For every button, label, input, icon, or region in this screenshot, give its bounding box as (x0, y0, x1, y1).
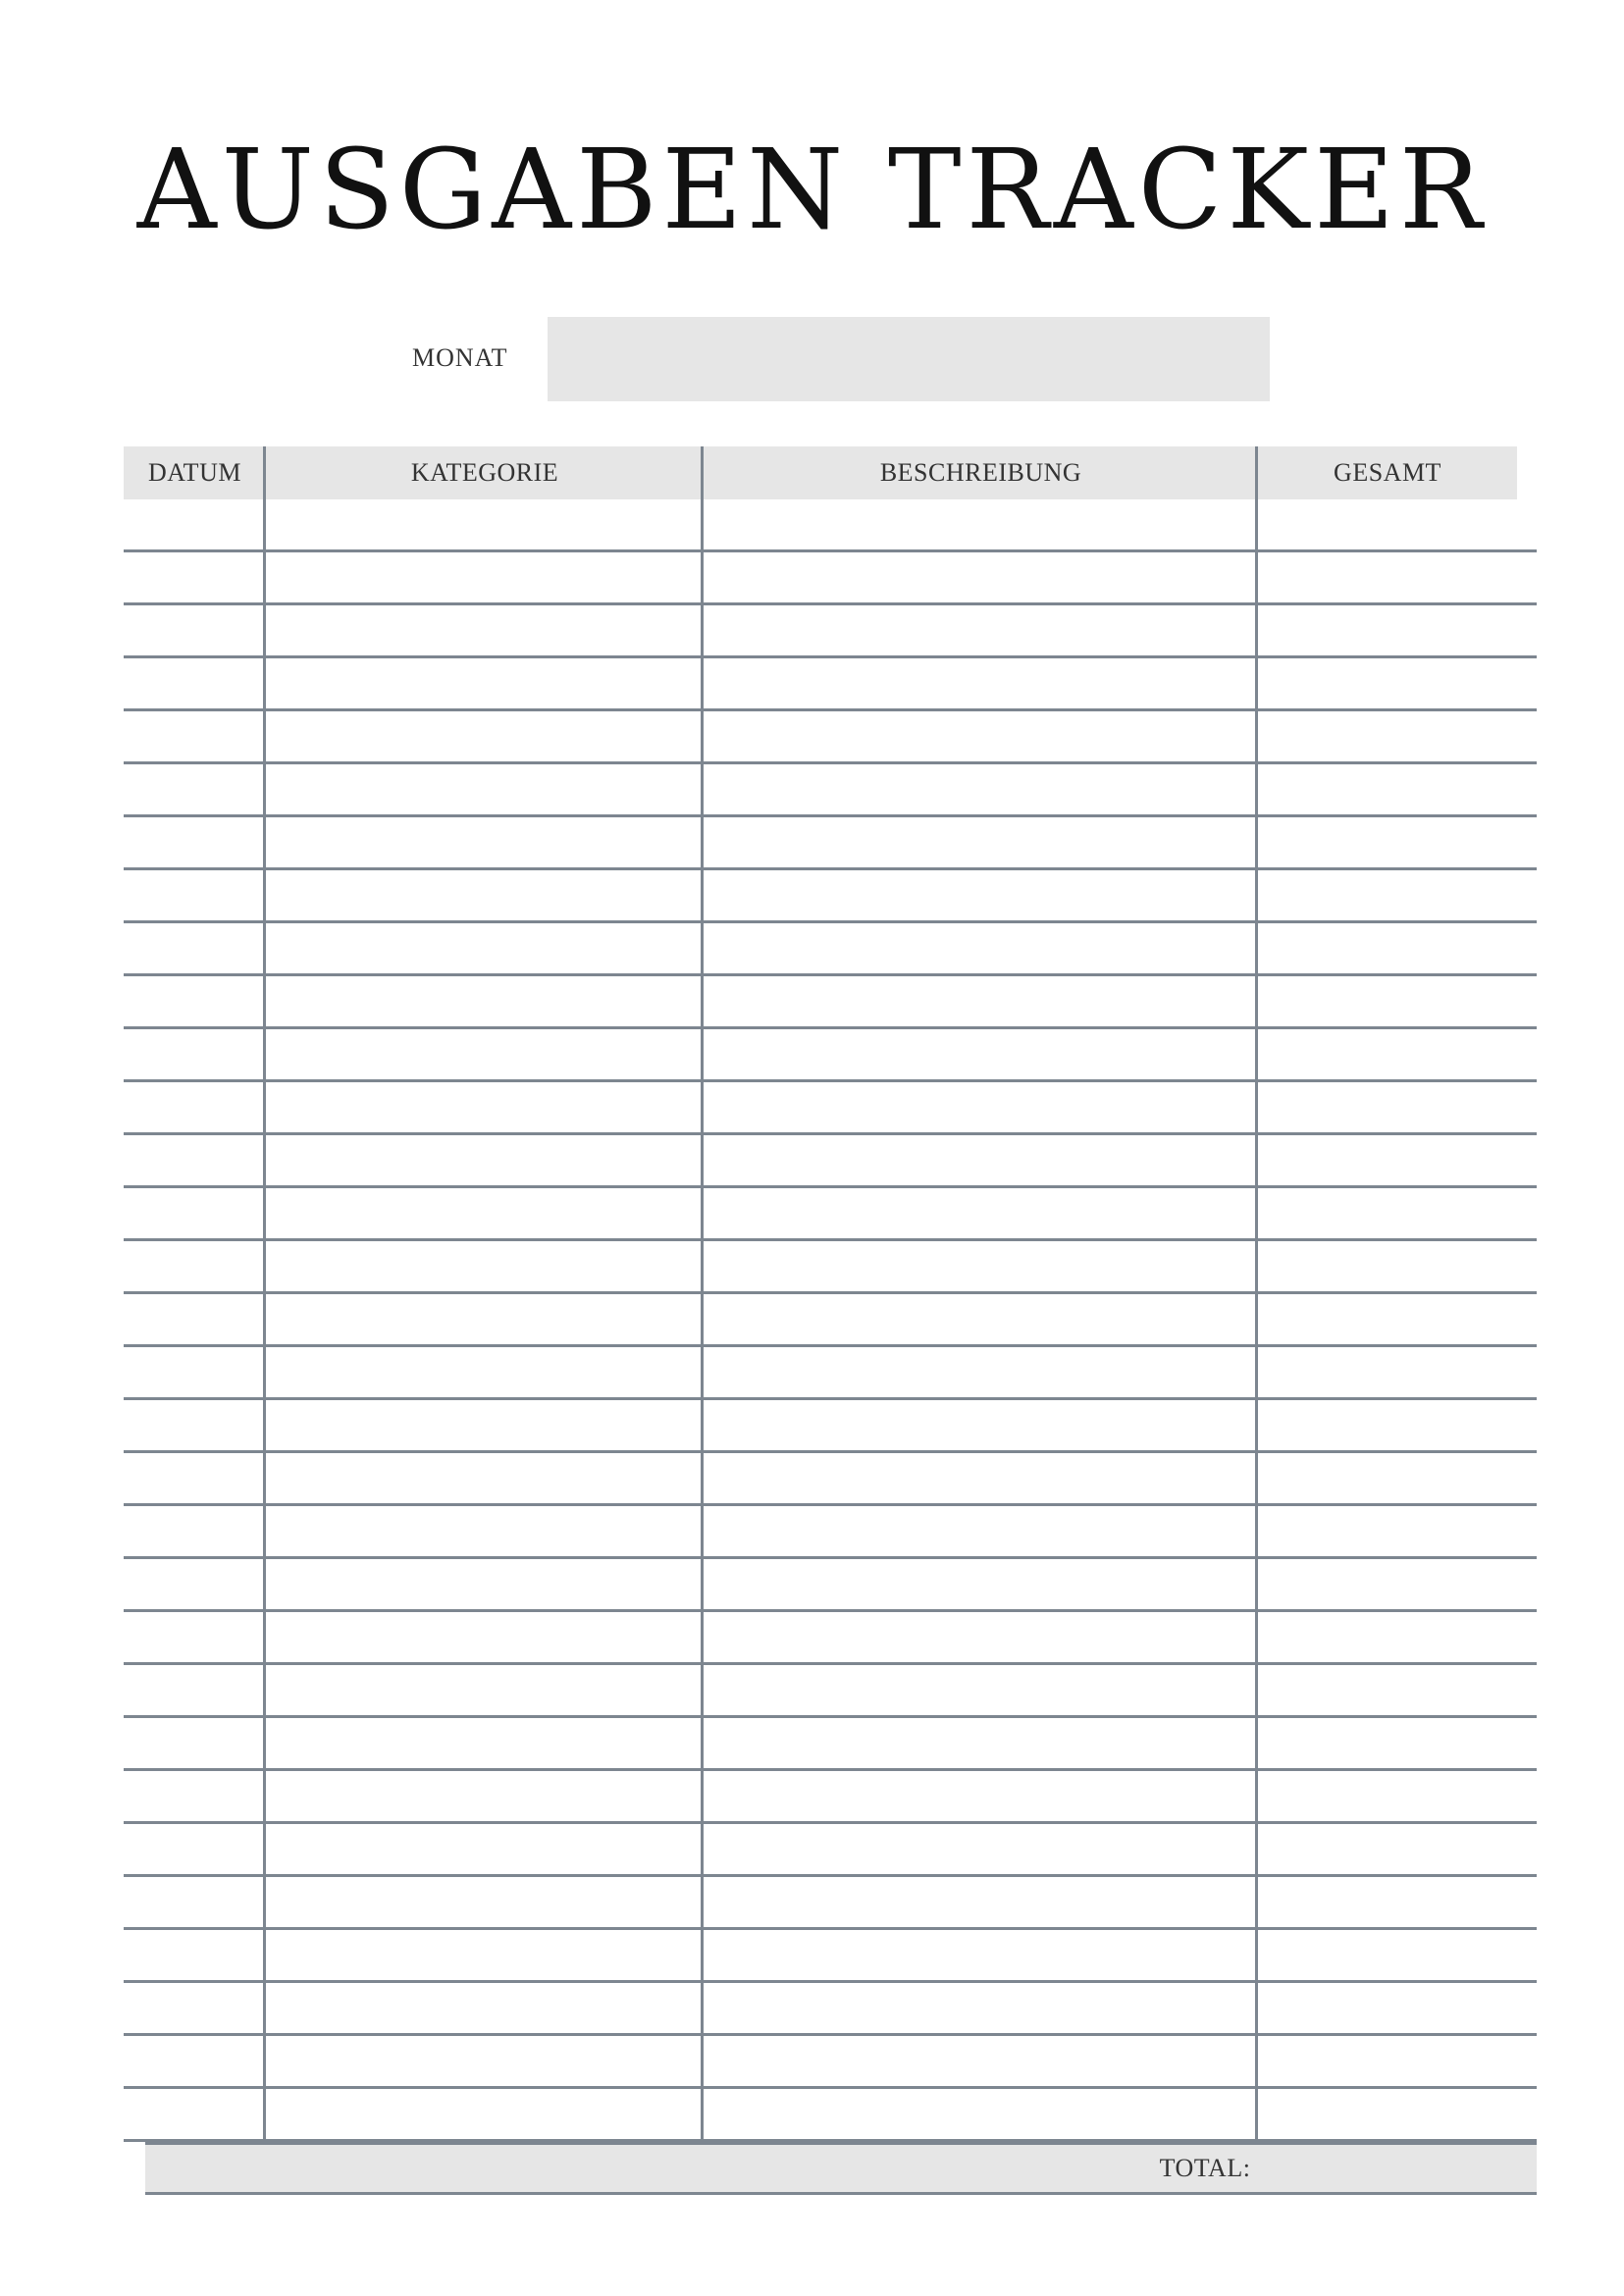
table-row (124, 499, 1537, 552)
cell-kategorie[interactable] (266, 1082, 704, 1132)
cell-kategorie[interactable] (266, 2089, 704, 2139)
cell-datum[interactable] (124, 1453, 266, 1503)
cell-beschreibung[interactable] (704, 499, 1258, 549)
table-row (124, 1930, 1537, 1983)
cell-datum[interactable] (124, 870, 266, 920)
cell-datum[interactable] (124, 923, 266, 973)
table-row (124, 1453, 1537, 1506)
table-row (124, 1135, 1537, 1188)
cell-kategorie[interactable] (266, 1771, 704, 1821)
table-header (124, 446, 1517, 499)
column-header-kategorie: KATEGORIE (410, 458, 559, 487)
table-row (124, 1665, 1537, 1718)
table-row (124, 1506, 1537, 1559)
table-row (124, 658, 1537, 711)
cell-kategorie[interactable] (266, 1506, 704, 1556)
table-row (124, 1612, 1537, 1665)
cell-gesamt[interactable] (1258, 711, 1537, 761)
cell-gesamt[interactable] (1258, 658, 1537, 708)
cell-beschreibung[interactable] (704, 1188, 1258, 1238)
cell-kategorie[interactable] (266, 2036, 704, 2086)
cell-gesamt[interactable] (1258, 1135, 1537, 1185)
cell-kategorie[interactable] (266, 1188, 704, 1238)
cell-gesamt[interactable] (1258, 817, 1537, 867)
table-row (124, 1294, 1537, 1347)
cell-kategorie[interactable] (266, 1400, 704, 1450)
cell-gesamt[interactable] (1258, 1665, 1537, 1715)
table-row (124, 923, 1537, 976)
cell-datum[interactable] (124, 552, 266, 602)
cell-datum[interactable] (124, 1983, 266, 2033)
cell-gesamt[interactable] (1258, 1029, 1537, 1079)
cell-datum[interactable] (124, 1029, 266, 1079)
cell-kategorie[interactable] (266, 658, 704, 708)
cell-beschreibung[interactable] (704, 1135, 1258, 1185)
cell-gesamt[interactable] (1258, 499, 1537, 549)
cell-beschreibung[interactable] (704, 2036, 1258, 2086)
cell-kategorie[interactable] (266, 870, 704, 920)
table-row (124, 1559, 1537, 1612)
cell-beschreibung[interactable] (704, 764, 1258, 814)
cell-gesamt[interactable] (1258, 923, 1537, 973)
cell-beschreibung[interactable] (704, 817, 1258, 867)
cell-datum[interactable] (124, 1188, 266, 1238)
cell-gesamt[interactable] (1258, 1877, 1537, 1927)
cell-datum[interactable] (124, 499, 266, 549)
cell-gesamt[interactable] (1258, 1983, 1537, 2033)
table-row (124, 2089, 1537, 2142)
cell-datum[interactable] (124, 2036, 266, 2086)
cell-datum[interactable] (124, 1135, 266, 1185)
column-divider (1255, 446, 1258, 2195)
cell-kategorie[interactable] (266, 1930, 704, 1980)
cell-beschreibung[interactable] (704, 605, 1258, 655)
cell-beschreibung[interactable] (704, 1877, 1258, 1927)
cell-gesamt[interactable] (1258, 1824, 1537, 1874)
cell-datum[interactable] (124, 658, 266, 708)
cell-datum[interactable] (124, 1347, 266, 1397)
cell-gesamt[interactable] (1258, 1294, 1537, 1344)
cell-gesamt[interactable] (1258, 1718, 1537, 1768)
cell-kategorie[interactable] (266, 1665, 704, 1715)
table-row (124, 1400, 1537, 1453)
cell-gesamt[interactable] (1258, 2036, 1537, 2086)
month-label: MONAT (412, 343, 508, 372)
table-row (124, 1347, 1537, 1400)
total-value-cell[interactable] (1280, 2145, 1537, 2192)
table-row (124, 711, 1537, 764)
cell-beschreibung[interactable] (704, 1082, 1258, 1132)
table-row (124, 764, 1537, 817)
cell-kategorie[interactable] (266, 1559, 704, 1609)
cell-datum[interactable] (124, 976, 266, 1026)
cell-datum[interactable] (124, 1612, 266, 1662)
cell-kategorie[interactable] (266, 817, 704, 867)
cell-gesamt[interactable] (1258, 2089, 1537, 2139)
cell-kategorie[interactable] (266, 764, 704, 814)
column-header-gesamt: GESAMT (1334, 458, 1441, 487)
cell-gesamt[interactable] (1258, 1930, 1537, 1980)
cell-kategorie[interactable] (266, 1347, 704, 1397)
cell-beschreibung[interactable] (704, 658, 1258, 708)
cell-beschreibung[interactable] (704, 976, 1258, 1026)
table-row (124, 2036, 1537, 2089)
cell-datum[interactable] (124, 1771, 266, 1821)
cell-datum[interactable] (124, 1877, 266, 1927)
cell-kategorie[interactable] (266, 1241, 704, 1291)
cell-datum[interactable] (124, 1559, 266, 1609)
cell-kategorie[interactable] (266, 976, 704, 1026)
cell-datum[interactable] (124, 605, 266, 655)
cell-gesamt[interactable] (1258, 1559, 1537, 1609)
cell-beschreibung[interactable] (704, 1559, 1258, 1609)
table-row (124, 870, 1537, 923)
cell-gesamt[interactable] (1258, 1241, 1537, 1291)
cell-gesamt[interactable] (1258, 1347, 1537, 1397)
cell-kategorie[interactable] (266, 499, 704, 549)
cell-beschreibung[interactable] (704, 552, 1258, 602)
cell-gesamt[interactable] (1258, 552, 1537, 602)
cell-beschreibung[interactable] (704, 711, 1258, 761)
cell-datum[interactable] (124, 1506, 266, 1556)
cell-datum[interactable] (124, 764, 266, 814)
cell-beschreibung[interactable] (704, 1612, 1258, 1662)
cell-beschreibung[interactable] (704, 1029, 1258, 1079)
column-header-beschreibung: BESCHREIBUNG (879, 458, 1082, 487)
table-row (124, 1718, 1537, 1771)
cell-datum[interactable] (124, 1294, 266, 1344)
cell-beschreibung[interactable] (704, 1400, 1258, 1450)
table-row (124, 1029, 1537, 1082)
cell-kategorie[interactable] (266, 1453, 704, 1503)
cell-datum[interactable] (124, 2089, 266, 2139)
total-label: TOTAL: (1159, 2154, 1251, 2182)
cell-gesamt[interactable] (1258, 1612, 1537, 1662)
column-divider (263, 446, 266, 2195)
cell-kategorie[interactable] (266, 552, 704, 602)
table-row (124, 1983, 1537, 2036)
cell-beschreibung[interactable] (704, 1983, 1258, 2033)
cell-gesamt[interactable] (1258, 605, 1537, 655)
cell-kategorie[interactable] (266, 1877, 704, 1927)
cell-gesamt[interactable] (1258, 1082, 1537, 1132)
page-title: AUSGABEN TRACKER (136, 127, 1488, 254)
cell-beschreibung[interactable] (704, 1241, 1258, 1291)
cell-kategorie[interactable] (266, 605, 704, 655)
cell-datum[interactable] (124, 1400, 266, 1450)
table-row (124, 605, 1537, 658)
cell-beschreibung[interactable] (704, 1665, 1258, 1715)
cell-datum[interactable] (124, 1665, 266, 1715)
cell-datum[interactable] (124, 1718, 266, 1768)
cell-beschreibung[interactable] (704, 1294, 1258, 1344)
table-row (124, 1241, 1537, 1294)
cell-beschreibung[interactable] (704, 1506, 1258, 1556)
cell-kategorie[interactable] (266, 923, 704, 973)
table-row (124, 976, 1537, 1029)
cell-kategorie[interactable] (266, 1294, 704, 1344)
cell-kategorie[interactable] (266, 1612, 704, 1662)
cell-datum[interactable] (124, 1824, 266, 1874)
cell-kategorie[interactable] (266, 1135, 704, 1185)
table-row (124, 1771, 1537, 1824)
cell-datum[interactable] (124, 711, 266, 761)
column-divider (701, 446, 704, 2195)
table-row (124, 1188, 1537, 1241)
cell-kategorie[interactable] (266, 1718, 704, 1768)
cell-kategorie[interactable] (266, 711, 704, 761)
cell-gesamt[interactable] (1258, 976, 1537, 1026)
cell-beschreibung[interactable] (704, 870, 1258, 920)
table-row (124, 1082, 1537, 1135)
table-row (124, 1824, 1537, 1877)
column-header-datum: DATUM (148, 458, 241, 487)
month-field[interactable] (548, 317, 1270, 401)
cell-gesamt[interactable] (1258, 1453, 1537, 1503)
cell-gesamt[interactable] (1258, 1506, 1537, 1556)
cell-beschreibung[interactable] (704, 1718, 1258, 1768)
cell-gesamt[interactable] (1258, 1188, 1537, 1238)
cell-gesamt[interactable] (1258, 870, 1537, 920)
cell-gesamt[interactable] (1258, 1771, 1537, 1821)
cell-gesamt[interactable] (1258, 764, 1537, 814)
cell-beschreibung[interactable] (704, 1930, 1258, 1980)
cell-gesamt[interactable] (1258, 1400, 1537, 1450)
cell-datum[interactable] (124, 1241, 266, 1291)
cell-kategorie[interactable] (266, 1983, 704, 2033)
cell-kategorie[interactable] (266, 1824, 704, 1874)
cell-kategorie[interactable] (266, 1029, 704, 1079)
table-row (124, 1877, 1537, 1930)
table-row (124, 817, 1537, 870)
cell-beschreibung[interactable] (704, 1453, 1258, 1503)
cell-datum[interactable] (124, 1930, 266, 1980)
cell-beschreibung[interactable] (704, 923, 1258, 973)
cell-datum[interactable] (124, 1082, 266, 1132)
total-row (145, 2142, 1537, 2195)
cell-beschreibung[interactable] (704, 2089, 1258, 2139)
cell-beschreibung[interactable] (704, 1824, 1258, 1874)
cell-beschreibung[interactable] (704, 1771, 1258, 1821)
cell-datum[interactable] (124, 817, 266, 867)
table-row (124, 552, 1537, 605)
cell-beschreibung[interactable] (704, 1347, 1258, 1397)
